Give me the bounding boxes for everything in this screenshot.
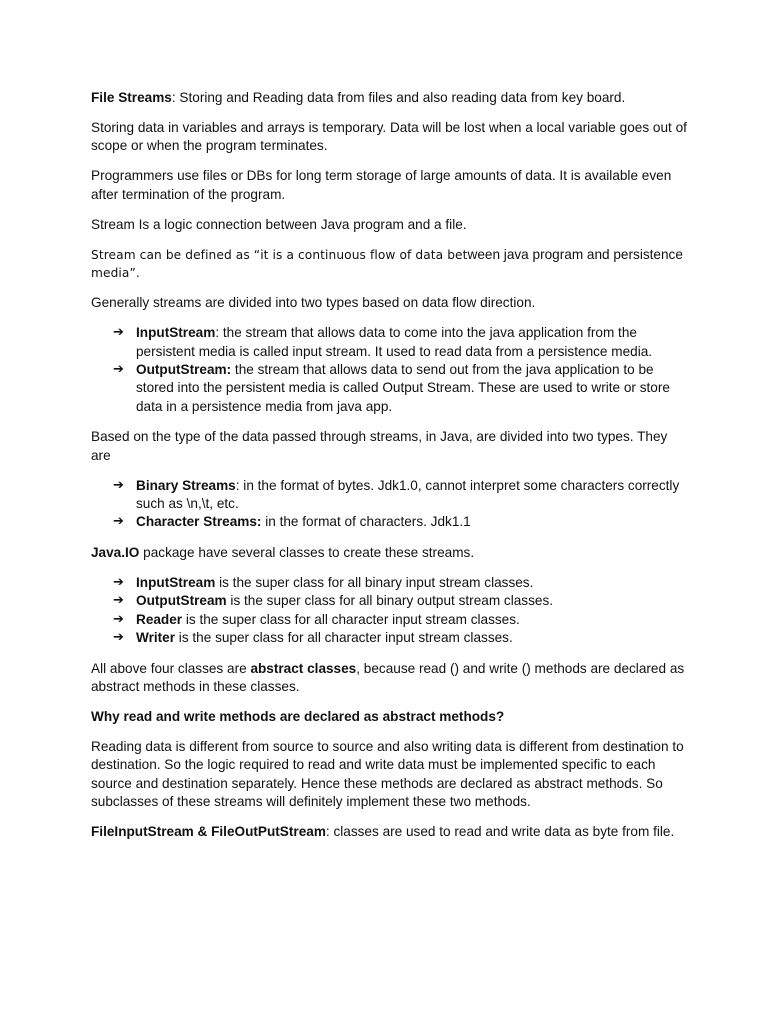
list-item <box>113 629 688 647</box>
paragraph-storage-temporary: Storing data in variables and arrays is temporary. Data will be lost when a local variable goes out of scope or when the program terminates. <box>91 120 687 154</box>
list-item <box>113 361 688 416</box>
term-outputstream: OutputStream: <box>136 362 232 378</box>
list-item-text: is the super class for all binary output stream classes. <box>226 593 554 609</box>
direction-list <box>91 324 688 416</box>
paragraph-long-term-storage: Programmers use files or DBs for long term storage of large amounts of data. It is available even after termination of the program. <box>91 168 672 202</box>
term-inputstream-class: InputStream <box>136 574 216 590</box>
arrow-icon: ➔ <box>113 514 124 530</box>
term-character-streams: Character Streams: <box>136 514 262 530</box>
term-outputstream-class: OutputStream <box>136 593 227 609</box>
list-item <box>113 592 688 610</box>
paragraph-stream-types: Generally streams are divided into two types based on data flow direction. <box>91 295 536 311</box>
list-item <box>113 611 688 629</box>
term-reader-class: Reader <box>136 611 183 627</box>
stream-flow-text: ween java program and persistence <box>467 246 683 262</box>
list-item-text: : in the format of bytes. Jdk1.0, cannot interpret some characters correctly such as \n,\t, etc. <box>136 477 680 512</box>
arrow-icon: ➔ <box>113 611 124 627</box>
term-file-input-output-stream: FileInputStream & FileOutPutStream <box>91 824 326 840</box>
arrow-icon: ➔ <box>113 630 124 646</box>
arrow-icon: ➔ <box>113 593 124 609</box>
file-streams-intro <box>91 89 688 107</box>
intro-text: : Storing and Reading data from files and also reading data from key board. <box>171 90 626 105</box>
list-item <box>113 324 688 361</box>
data-type-list <box>91 477 688 532</box>
paragraph-java-io <box>91 544 688 562</box>
list-item-text: the stream that allows data to send out from the java application to be stored into the persistent media is called Output Stream. These are used to write or store data in a persistence media from java app. <box>136 362 670 414</box>
term-abstract-classes: abstract classes <box>250 660 357 676</box>
java-io-text: package have several classes to create these streams. <box>139 544 475 560</box>
file-classes-text: : classes are used to read and write data as byte from file. <box>325 824 675 840</box>
abstract-before: All above four classes are <box>91 660 251 676</box>
list-item <box>113 513 688 531</box>
list-item-text: in the format of characters. Jdk1.1 <box>261 514 471 530</box>
abstract-after: , because read () and write () methods are declared as abstract methods in these classes. <box>91 660 685 694</box>
paragraph-file-streams-classes <box>91 823 688 841</box>
term-inputstream: InputStream <box>136 325 216 341</box>
list-item <box>113 574 688 592</box>
paragraph-stream-definition: Stream Is a logic connection between Java program and a file. <box>91 216 467 232</box>
superclass-list <box>91 574 688 648</box>
list-item-text: is the super class for all character input stream classes. <box>175 630 513 646</box>
stream-flow-tail: media”. <box>91 266 140 281</box>
section-heading <box>91 708 688 726</box>
arrow-icon: ➔ <box>113 362 124 378</box>
list-item-text: : the stream that allows data to come into the java application from the persistent media is called input stream. It used to read data from a persistence media. <box>136 325 653 359</box>
stream-flow-alt-font: Stream can be defined as “it is a continuous flow of data bet <box>91 247 468 262</box>
term-file-streams: File Streams <box>91 90 172 105</box>
paragraph-data-types: Based on the type of the data passed through streams, in Java, are divided into two types. They are <box>91 429 668 463</box>
term-writer-class: Writer <box>136 630 176 646</box>
paragraph-abstract-reason: Reading data is different from source to source and also writing data is different from destination to destination. So the logic required to read and write data must be implemented specific to each source and destination separately. Hence these methods are declared as abstract methods. So subclasses of these streams will definitely implement these two methods. <box>91 738 684 810</box>
list-item-text: is the super class for all character input stream classes. <box>182 611 520 627</box>
arrow-icon: ➔ <box>113 477 124 493</box>
arrow-icon: ➔ <box>113 574 124 590</box>
arrow-icon: ➔ <box>113 325 124 341</box>
heading-text: Why read and write methods are declared as abstract methods? <box>91 708 505 724</box>
list-item <box>113 477 688 514</box>
term-java-io: Java.IO <box>91 544 140 560</box>
term-binary-streams: Binary Streams <box>136 477 236 493</box>
paragraph-stream-flow <box>91 246 688 283</box>
paragraph-abstract-classes <box>91 660 688 697</box>
list-item-text: is the super class for all binary input stream classes. <box>215 574 534 590</box>
